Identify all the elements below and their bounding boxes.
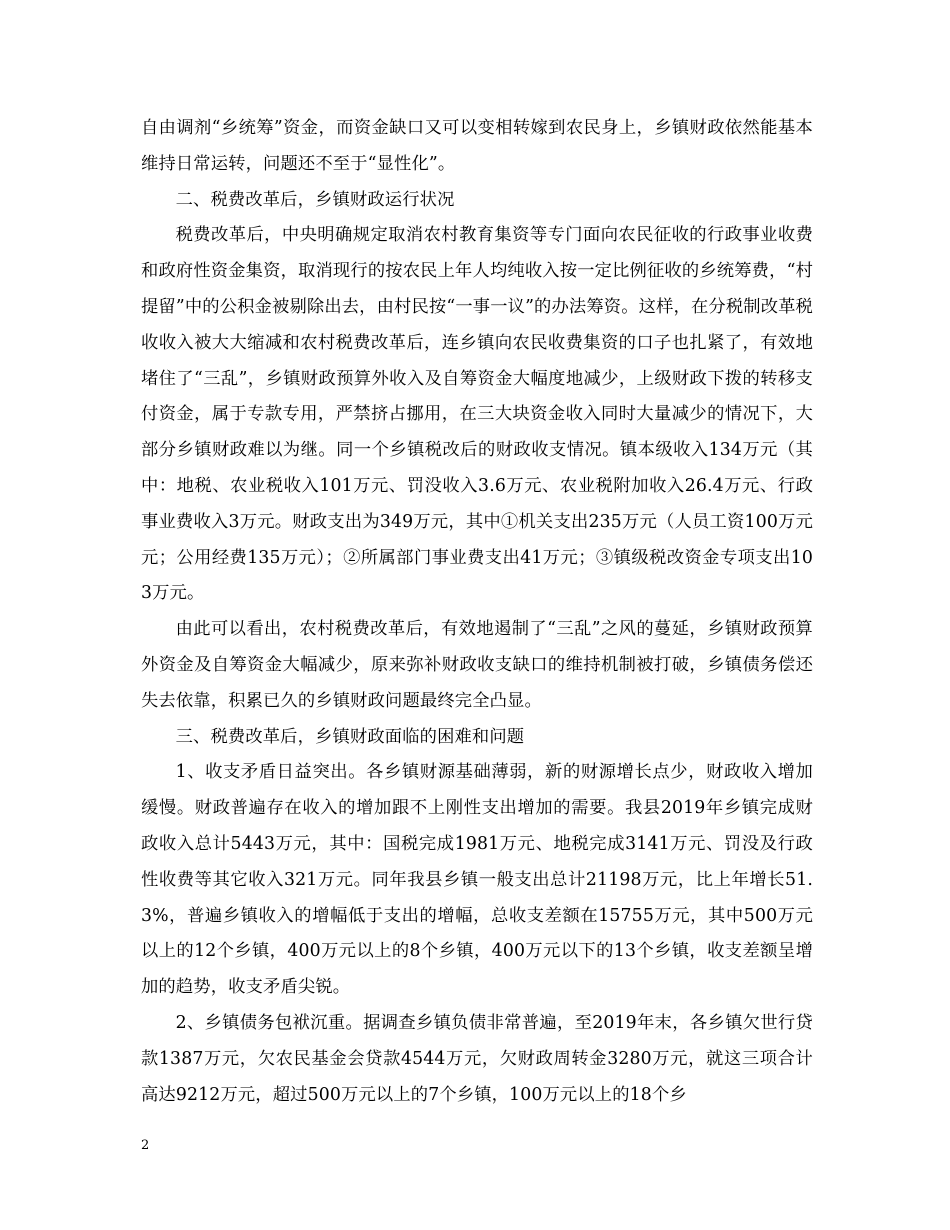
paragraph-point-2: 2、乡镇债务包袱沉重。据调查乡镇负债非常普遍，至2019年末，各乡镇欠世行贷款1387万元，欠农民基金会贷款4544万元，欠财政周转金3280万元，就这三项合计高达9212万元，超过500万元以上的7个乡镇，100万元以上的18个乡 xyxy=(141,1012,813,1105)
paragraph-tax-reform: 税费改革后，中央明确规定取消农村教育集资等专门面向农民征收的行政事业收费和政府性资金集资，取消现行的按农民上年人均纯收入按一定比例征收的乡统筹费，“村提留”中的公积金被剔除出去，由村民按“一事一议”的办法筹资。这样，在分税制改革税收收入被大大缩减和农村税费改革后，连乡镇向农民收费集资的口子也扎紧了，有效地堵住了“三乱”，乡镇财政预算外收入及自筹资金大幅度地减少，上级财政下拨的转移支付资金，属于专款专用，严禁挤占挪用，在三大块资金收入同时大量减少的情况下，大部分乡镇财政难以为继。同一个乡镇税改后的财政收支情况。镇本级收入134万元（其中：地税、农业税收入101万元、罚没收入3.6万元、农业税附加收入26.4万元、行政事业费收入3万元。财政支出为349万元，其中①机关支出235万元（人员工资100万元元；公用经费135万元）；②所属部门事业费支出41万元；③镇级税改资金专项支出103万元。 xyxy=(141,225,813,604)
paragraph-point-1: 1、收支矛盾日益突出。各乡镇财源基础薄弱，新的财源增长点少，财政收入增加缓慢。财政普遍存在收入的增加跟不上刚性支出增加的需要。我县2019年乡镇完成财政收入总计5443万元，其中：国税完成1981万元、地税完成3141万元、罚没及行政性收费等其它收入321万元。同年我县乡镇一般支出总计21198万元，比上年增长51.3%，普遍乡镇收入的增幅低于支出的增幅，总收支差额在15755万元，其中500万元以上的12个乡镇，400万元以上的8个乡镇，400万元以下的13个乡镇，收支差额呈增加的趋势，收支矛盾尖锐。 xyxy=(141,762,813,998)
section-heading-2: 二、税费改革后，乡镇财政运行状况 xyxy=(175,189,455,210)
section-heading-3: 三、税费改革后，乡镇财政面临的困难和问题 xyxy=(175,726,525,747)
paragraph-conclusion: 由此可以看出，农村税费改革后，有效地遏制了“三乱”之风的蔓延，乡镇财政预算外资金及自筹资金大幅减少，原来弥补财政收支缺口的维持机制被打破，乡镇债务偿还失去依靠，积累已久的乡镇财政问题最终完全凸显。 xyxy=(141,619,813,711)
page-number: 2 xyxy=(141,1138,150,1153)
document-body xyxy=(141,111,813,1113)
paragraph-continuation: 自由调剂“乡统筹”资金，而资金缺口又可以变相转嫁到农民身上，乡镇财政依然能基本维持日常运转，问题还不至于“显性化”。 xyxy=(141,118,813,174)
